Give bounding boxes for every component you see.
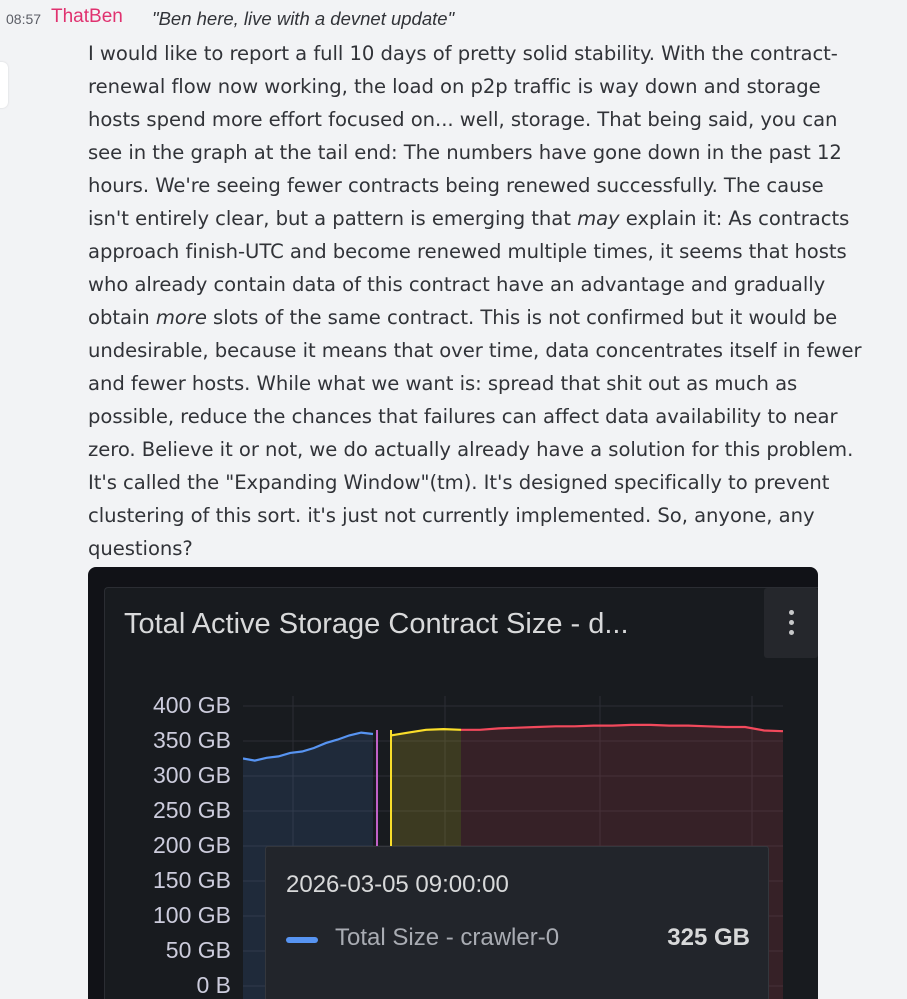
message-text: It's called the "Expanding Window"(tm). It's designed specifically to prevent <box>88 471 830 494</box>
y-tick-label: 150 GB <box>153 867 231 893</box>
message-text: and fewer hosts. While what we want is: spread that shit out as much as <box>88 372 798 395</box>
y-tick-label: 400 GB <box>153 692 231 718</box>
message-text: possible, reduce the chances that failures can affect data availability to near <box>88 405 838 428</box>
tooltip-series-swatch <box>286 937 318 943</box>
chart-panel <box>88 567 818 999</box>
y-tick-label: 0 B <box>196 972 231 998</box>
message-line <box>88 103 896 136</box>
message-emphasis: may <box>577 207 620 230</box>
message-text: renewal flow now working, the load on p2p traffic is way down and storage <box>88 75 821 98</box>
message-text: slots of the same contract. This is not confirmed but it would be <box>206 306 838 329</box>
message-text: explain it: As contracts <box>619 207 850 230</box>
kebab-menu-icon[interactable] <box>764 588 818 658</box>
message-body <box>88 37 896 565</box>
message-text: obtain <box>88 306 156 329</box>
message-text: undesirable, because it means that over time, data concentrates itself in fewer <box>88 339 862 362</box>
message-subtitle: "Ben here, live with a devnet update" <box>152 8 455 29</box>
sidebar-edge <box>0 62 8 108</box>
tooltip-value: 325 GB <box>667 924 750 951</box>
message-username[interactable]: ThatBen <box>51 6 123 27</box>
message-line <box>88 70 896 103</box>
message-line <box>88 334 896 367</box>
panel-title: Total Active Storage Contract Size - d... <box>124 608 629 640</box>
y-tick-label: 200 GB <box>153 832 231 858</box>
message-line <box>88 499 896 532</box>
message-timestamp: 08:57 <box>6 11 42 27</box>
message-line <box>88 37 896 70</box>
message-line <box>88 400 896 433</box>
y-tick-label: 100 GB <box>153 902 231 928</box>
message-line <box>88 202 896 235</box>
message-line <box>88 367 896 400</box>
y-tick-label: 350 GB <box>153 727 231 753</box>
message-line <box>88 235 896 268</box>
message-line <box>88 169 896 202</box>
message-text: I would like to report a full 10 days of pretty solid stability. With the contract- <box>88 42 838 65</box>
chart-tooltip <box>265 846 769 999</box>
message-emphasis: more <box>155 306 207 329</box>
y-tick-label: 300 GB <box>153 762 231 788</box>
tooltip-series-name: Total Size - crawler-0 <box>335 924 560 951</box>
message-text: see in the graph at the tail end: The numbers have gone down in the past 12 <box>88 141 842 164</box>
message-line <box>88 532 896 565</box>
y-tick-label: 250 GB <box>153 797 231 823</box>
message-text: hours. We're seeing fewer contracts being renewed successfully. The cause <box>88 174 824 197</box>
message-line <box>88 136 896 169</box>
message-text: approach finish-UTC and become renewed multiple times, it seems that hosts <box>88 240 847 263</box>
message-line <box>88 301 896 334</box>
message-line <box>88 433 896 466</box>
message-text: who already contain data of this contract have an advantage and gradually <box>88 273 826 296</box>
tooltip-time: 2026-03-05 09:00:00 <box>286 871 509 898</box>
message-line <box>88 466 896 499</box>
message-text: zero. Believe it or not, we do actually already have a solution for this problem. <box>88 438 854 461</box>
message-text: hosts spend more effort focused on... well, storage. That being said, you can <box>88 108 838 131</box>
message-text: isn't entirely clear, but a pattern is emerging that <box>88 207 578 230</box>
message-text: questions? <box>88 537 193 560</box>
y-tick-label: 50 GB <box>165 937 231 963</box>
message-text: clustering of this sort. it's just not currently implemented. So, anyone, any <box>88 504 815 527</box>
message-line <box>88 268 896 301</box>
